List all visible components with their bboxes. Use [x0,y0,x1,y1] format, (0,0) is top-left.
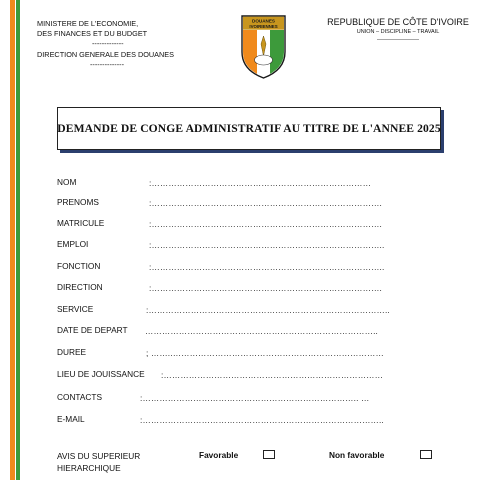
fill-line[interactable]: :………………………………………………………………………….. [140,415,384,425]
fill-line[interactable]: :……………………………………………………………………….. [149,262,385,272]
ministry-line-1: MINISTERE DE L'ECONOMIE, [37,19,139,28]
fill-line[interactable]: :………………………………………………………………………. [149,219,382,229]
logo-text-1: DOUANES [252,18,275,24]
field-label: LIEU DE JOUISSANCE [57,369,145,379]
fill-line[interactable]: ; ……..………………………………………………………………… [146,348,384,358]
douanes-logo-icon [240,14,287,80]
non-favorable-checkbox[interactable] [420,450,432,459]
field-emploi [57,239,385,250]
field-label: MATRICULE [57,218,105,228]
field-fonction [57,261,385,272]
fill-line[interactable]: :…………………………………………………………………… [149,178,372,188]
fill-line[interactable]: :………………………………………………………………….. … [140,393,370,403]
field-label: DIRECTION [57,282,103,292]
field-email [57,414,384,425]
fill-line[interactable]: ……………………………………………………………………….. [145,326,378,336]
field-label: DATE DE DEPART [57,325,128,335]
direction-line: DIRECTION GENERALE DES DOUANES [37,49,175,59]
fill-line[interactable]: :………………………………………………………………………….. [146,305,390,315]
ministry-line-2: DES FINANCES ET DU BUDGET [37,29,148,39]
field-lieu-jouissance [57,369,384,380]
flag-stripe-green [16,0,20,480]
field-label: E-MAIL [57,414,85,424]
field-prenoms [57,197,382,208]
field-service [57,304,390,315]
ministry-header [37,19,207,70]
non-favorable-label: Non favorable [329,450,385,460]
fill-line[interactable]: :………………………………………………………………………. [149,283,382,293]
avis-label [57,450,140,474]
republic-separator: --------------------- [377,37,419,43]
flag-stripe-orange [10,0,15,480]
field-date-depart [57,325,378,336]
field-label: EMPLOI [57,239,89,249]
avis-line-2: HIERARCHIQUE [57,463,121,473]
fill-line[interactable]: :………………………………………………………………………. [149,198,382,208]
favorable-label: Favorable [199,450,239,460]
avis-line-1: AVIS DU SUPERIEUR [57,451,141,461]
fill-line[interactable]: :…………………………………………………………………… [161,370,384,380]
field-label: CONTACTS [57,392,103,402]
fill-line[interactable]: :……………………………………………………………………….. [149,240,385,250]
direction-separator: -------------- [90,59,125,69]
country-name: REPUBLIQUE DE CÔTE D'IVOIRE [327,17,469,27]
republic-header [318,16,478,43]
field-duree [57,347,384,358]
form-title-box [57,107,441,150]
field-direction [57,282,382,293]
national-motto: UNION – DISCIPLINE – TRAVAIL [356,29,440,35]
field-matricule [57,218,382,229]
form-title: DEMANDE DE CONGE ADMINISTRATIF AU TITRE DE L'ANNEE 2025 [57,122,441,135]
field-label: NOM [57,177,77,187]
logo-text-2: IVOIRIENNES [249,24,278,29]
field-label: PRENOMS [57,197,99,207]
ministry-separator: ------------- [92,39,124,49]
favorable-checkbox[interactable] [263,450,275,459]
field-label: SERVICE [57,304,94,314]
field-contacts [57,392,370,403]
field-label: FONCTION [57,261,101,271]
field-nom [57,177,372,188]
field-label: DUREE [57,347,87,357]
